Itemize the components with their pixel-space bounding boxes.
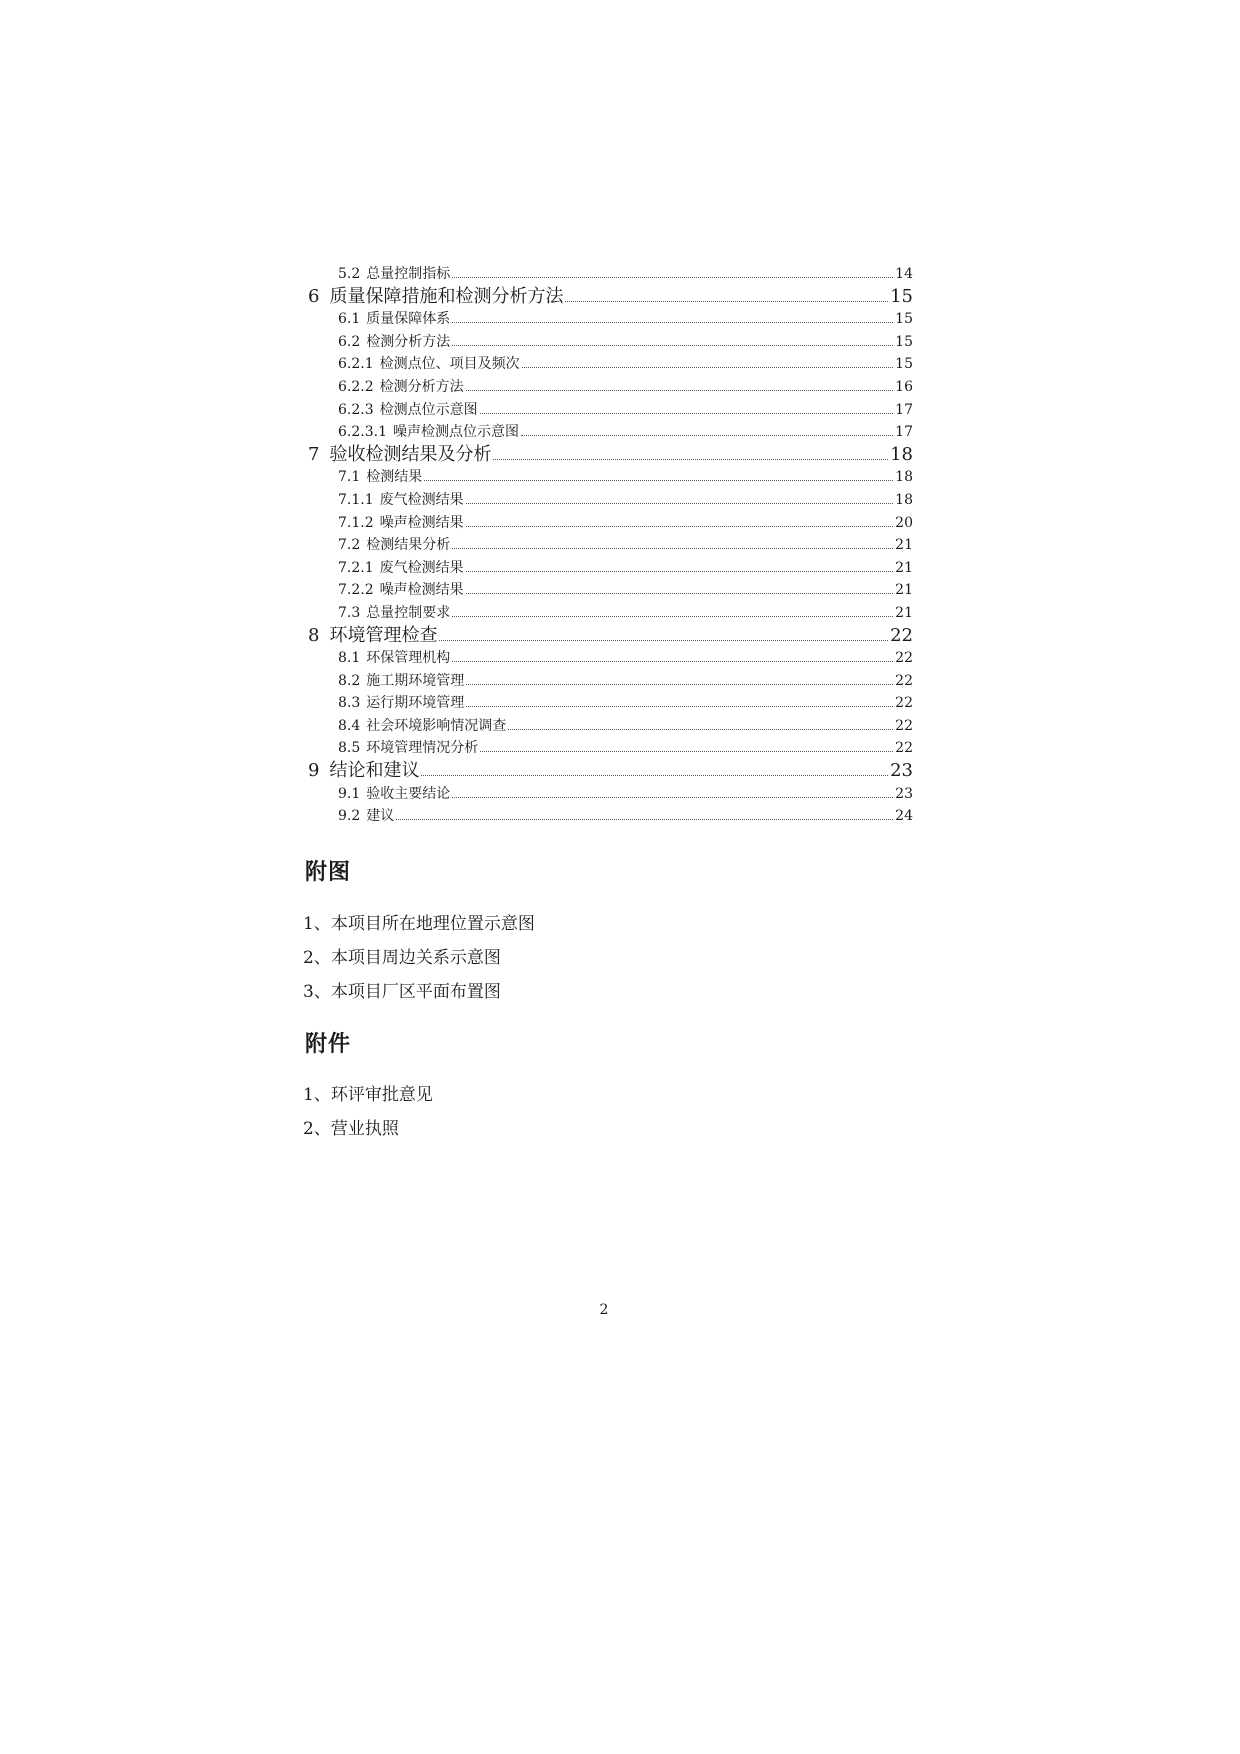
toc-entry-page: 22: [895, 695, 913, 712]
toc-entry-label: [308, 534, 450, 557]
toc-chapter-entry[interactable]: [308, 760, 913, 783]
toc-entry-number: 7.1: [338, 469, 361, 486]
toc-dot-leader: [452, 797, 893, 798]
toc-chapter-entry[interactable]: [308, 286, 913, 309]
toc-entry-title: 检测分析方法: [379, 378, 464, 395]
toc-section-entry[interactable]: [308, 602, 913, 625]
toc-entry-label: [308, 579, 464, 602]
toc-section-entry[interactable]: [308, 737, 913, 760]
toc-dot-leader: [424, 480, 893, 481]
toc-entry-label: [308, 760, 419, 783]
toc-dot-leader: [452, 548, 893, 549]
toc-entry-page: 16: [895, 378, 913, 395]
attachments-heading: 附件: [305, 1031, 352, 1057]
toc-entry-title: 结论和建议: [329, 760, 420, 782]
toc-dot-leader: [521, 435, 893, 436]
toc-entry-title: 验收主要结论: [366, 785, 451, 802]
toc-entry-label: [308, 399, 478, 422]
toc-entry-number: 8.4: [338, 717, 361, 734]
toc-entry-title: 社会环境影响情况调查: [366, 717, 507, 734]
toc-entry-title: 施工期环境管理: [366, 672, 465, 689]
toc-entry-label: [308, 692, 464, 715]
toc-entry-title: 建议: [366, 808, 395, 825]
toc-entry-title: 环境管理情况分析: [366, 740, 479, 757]
toc-entry-label: [308, 489, 464, 512]
toc-entry-title: 总量控制要求: [366, 604, 451, 621]
toc-section-entry[interactable]: [308, 512, 913, 535]
toc-dot-leader: [493, 459, 888, 460]
toc-entry-number: 8.2: [338, 672, 361, 689]
toc-section-entry[interactable]: [308, 579, 913, 602]
toc-entry-page: 20: [895, 514, 913, 531]
toc-dot-leader: [421, 775, 888, 776]
toc-entry-number: 8: [308, 624, 320, 646]
toc-section-entry[interactable]: [308, 715, 913, 738]
toc-entry-label: [308, 263, 450, 286]
toc-entry-label: [308, 331, 450, 354]
toc-entry-page: 21: [895, 559, 913, 576]
figures-heading: 附图: [305, 859, 352, 885]
toc-entry-number: 8.1: [338, 650, 361, 667]
toc-entry-number: 9: [308, 760, 320, 782]
toc-dot-leader: [466, 593, 893, 594]
figure-item: 3、本项目厂区平面布置图: [303, 982, 501, 1002]
toc-entry-label: [308, 805, 394, 828]
toc-dot-leader: [480, 751, 893, 752]
toc-dot-leader: [466, 503, 893, 504]
toc-chapter-entry[interactable]: [308, 625, 913, 648]
toc-entry-page: 22: [895, 717, 913, 734]
toc-section-entry[interactable]: [308, 376, 913, 399]
toc-entry-number: 9.2: [338, 808, 361, 825]
toc-dot-leader: [466, 526, 893, 527]
toc-entry-label: [308, 512, 464, 535]
toc-entry-label: [308, 444, 491, 467]
toc-entry-page: 15: [895, 356, 913, 373]
toc-entry-title: 检测点位、项目及频次: [379, 356, 520, 373]
toc-entry-page: 15: [895, 333, 913, 350]
toc-section-entry[interactable]: [308, 534, 913, 557]
toc-entry-number: 6.1: [338, 311, 361, 328]
toc-entry-page: 23: [890, 760, 913, 782]
toc-entry-page: 14: [895, 266, 913, 282]
toc-dot-leader: [522, 367, 893, 368]
toc-dot-leader: [480, 413, 893, 414]
toc-entry-label: [308, 715, 506, 738]
toc-entry-page: 21: [895, 537, 913, 554]
toc-entry-number: 7.1.2: [338, 514, 374, 531]
toc-entry-label: [308, 286, 563, 309]
toc-entry-title: 检测点位示意图: [379, 401, 478, 418]
toc-chapter-entry[interactable]: [308, 444, 913, 467]
toc-entry-label: [308, 737, 478, 760]
toc-entry-title: 废气检测结果: [379, 491, 464, 508]
toc-entry-title: 噪声检测结果: [379, 514, 464, 531]
toc-dot-leader: [452, 345, 893, 346]
toc-entry-number: 9.1: [338, 785, 361, 802]
attachment-item: 2、营业执照: [303, 1119, 399, 1139]
toc-entry-label: [308, 376, 464, 399]
toc-section-entry[interactable]: [308, 308, 913, 331]
toc-entry-title: 总量控制指标: [366, 266, 451, 282]
toc-entry-number: 7: [308, 443, 320, 465]
toc-entry-label: [308, 625, 437, 648]
toc-dot-leader: [452, 322, 893, 323]
toc-entry-label: [308, 308, 450, 331]
toc-entry-label: [308, 557, 464, 580]
toc-section-entry[interactable]: [308, 692, 913, 715]
toc-section-entry[interactable]: [308, 263, 913, 286]
toc-dot-leader: [565, 301, 888, 302]
toc-entry-title: 检测结果: [366, 469, 423, 486]
toc-entry-page: 15: [890, 285, 913, 307]
attachment-item: 1、环评审批意见: [303, 1085, 433, 1105]
toc-entry-number: 7.2.2: [338, 582, 374, 599]
toc-entry-label: [308, 466, 422, 489]
toc-entry-number: 6.2: [338, 333, 361, 350]
toc-entry-number: 5.2: [338, 266, 361, 282]
toc-entry-label: [308, 647, 450, 670]
toc-entry-page: 17: [895, 401, 913, 418]
toc-entry-label: [308, 602, 450, 625]
toc-entry-label: [308, 783, 450, 806]
toc-section-entry[interactable]: [308, 670, 913, 693]
toc-section-entry[interactable]: [308, 353, 913, 376]
toc-entry-title: 环保管理机构: [366, 650, 451, 667]
toc-entry-page: 18: [895, 491, 913, 508]
toc-section-entry[interactable]: [308, 783, 913, 806]
toc-entry-title: 环境管理检查: [329, 624, 438, 646]
toc-entry-label: [308, 353, 520, 376]
toc-section-entry[interactable]: [308, 421, 913, 444]
toc-dot-leader: [452, 616, 893, 617]
toc-entry-page: 17: [895, 424, 913, 441]
toc-section-entry[interactable]: [308, 331, 913, 354]
figure-item: 1、本项目所在地理位置示意图: [303, 914, 535, 934]
toc-entry-title: 废气检测结果: [379, 559, 464, 576]
toc-entry-title: 验收检测结果及分析: [329, 443, 492, 465]
toc-entry-page: 22: [895, 650, 913, 667]
toc-entry-title: 质量保障体系: [366, 311, 451, 328]
toc-entry-page: 23: [895, 785, 913, 802]
table-of-contents: [308, 263, 913, 828]
toc-entry-title: 检测结果分析: [366, 537, 451, 554]
toc-dot-leader: [439, 640, 888, 641]
toc-dot-leader: [396, 819, 893, 820]
toc-entry-page: 22: [890, 624, 913, 646]
toc-entry-title: 质量保障措施和检测分析方法: [329, 285, 564, 307]
toc-entry-page: 18: [895, 469, 913, 486]
toc-dot-leader: [466, 571, 893, 572]
toc-entry-page: 18: [890, 443, 913, 465]
toc-entry-page: 21: [895, 582, 913, 599]
toc-dot-leader: [466, 706, 893, 707]
toc-entry-title: 运行期环境管理: [366, 695, 465, 712]
toc-entry-number: 6.2.3: [338, 401, 374, 418]
toc-entry-number: 7.3: [338, 604, 361, 621]
toc-entry-page: 22: [895, 740, 913, 757]
toc-entry-page: 21: [895, 604, 913, 621]
toc-entry-label: [308, 670, 464, 693]
toc-dot-leader: [466, 390, 893, 391]
toc-entry-number: 8.3: [338, 695, 361, 712]
toc-section-entry[interactable]: [308, 647, 913, 670]
toc-entry-title: 检测分析方法: [366, 333, 451, 350]
toc-section-entry[interactable]: [308, 466, 913, 489]
toc-entry-title: 噪声检测结果: [379, 582, 464, 599]
toc-entry-number: 7.1.1: [338, 491, 374, 508]
toc-entry-number: 6: [308, 285, 320, 307]
toc-dot-leader: [452, 277, 893, 278]
toc-entry-title: 噪声检测点位示意图: [392, 424, 519, 441]
toc-section-entry[interactable]: [308, 489, 913, 512]
toc-dot-leader: [508, 729, 893, 730]
toc-section-entry[interactable]: [308, 557, 913, 580]
figure-item: 2、本项目周边关系示意图: [303, 948, 501, 968]
toc-entry-page: 15: [895, 311, 913, 328]
toc-entry-number: 6.2.1: [338, 356, 374, 373]
toc-entry-page: 24: [895, 808, 913, 825]
toc-entry-page: 22: [895, 672, 913, 689]
toc-entry-label: [308, 421, 519, 444]
toc-dot-leader: [452, 661, 893, 662]
toc-entry-number: 7.2: [338, 537, 361, 554]
page-number: 2: [599, 1302, 609, 1318]
toc-entry-number: 7.2.1: [338, 559, 374, 576]
toc-section-entry[interactable]: [308, 399, 913, 422]
toc-entry-number: 6.2.3.1: [338, 424, 387, 441]
toc-dot-leader: [466, 684, 893, 685]
toc-entry-number: 6.2.2: [338, 378, 374, 395]
toc-section-entry[interactable]: [308, 805, 913, 828]
toc-entry-number: 8.5: [338, 740, 361, 757]
